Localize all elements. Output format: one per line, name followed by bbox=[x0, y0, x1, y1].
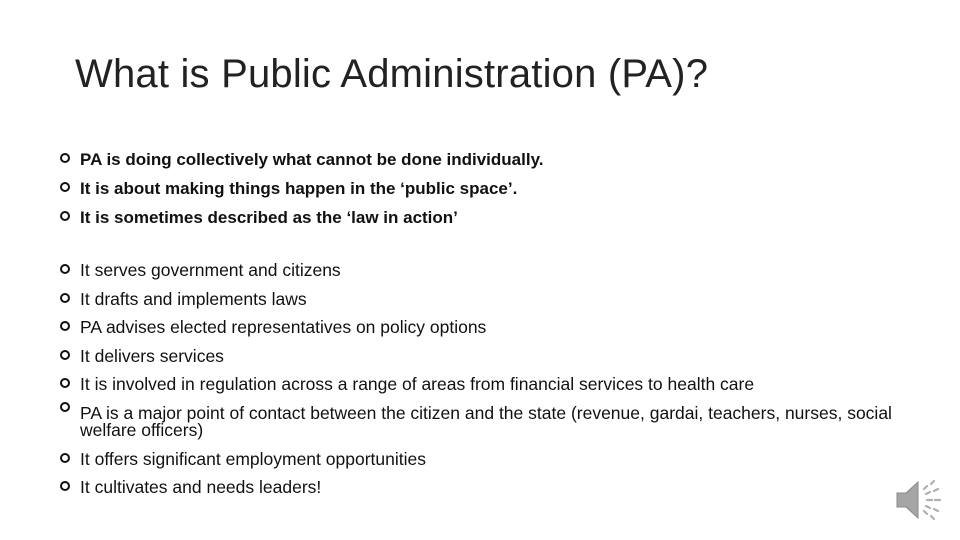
detail-point bbox=[58, 256, 918, 285]
ring-bullet-icon bbox=[60, 378, 70, 388]
key-point-text: It is about making things happen in the ‘public space’. bbox=[80, 179, 518, 198]
detail-point-text: It is involved in regulation across a range of areas from financial services to health care bbox=[80, 374, 755, 394]
key-point-text: It is sometimes described as the ‘law in action’ bbox=[80, 208, 458, 227]
ring-bullet-icon bbox=[60, 350, 70, 360]
detail-point bbox=[58, 370, 918, 399]
ring-bullet-icon bbox=[60, 402, 70, 412]
ring-bullet-icon bbox=[60, 453, 70, 463]
detail-point-text: It cultivates and needs leaders! bbox=[80, 477, 322, 497]
key-point bbox=[58, 174, 918, 203]
speaker-icon bbox=[893, 475, 943, 525]
key-point bbox=[58, 203, 918, 232]
detail-point-text: It drafts and implements laws bbox=[80, 288, 307, 309]
detail-point bbox=[58, 313, 918, 342]
ring-bullet-icon bbox=[60, 211, 70, 221]
detail-point-text: PA advises elected representatives on policy options bbox=[80, 317, 487, 337]
key-points-list bbox=[58, 145, 918, 232]
detail-point bbox=[58, 342, 918, 371]
detail-point bbox=[58, 399, 918, 445]
ring-bullet-icon bbox=[60, 182, 70, 192]
ring-bullet-icon bbox=[60, 264, 70, 274]
detail-points-list bbox=[58, 256, 918, 502]
ring-bullet-icon bbox=[60, 293, 70, 303]
detail-point-text: It serves government and citizens bbox=[80, 260, 341, 280]
detail-point bbox=[58, 473, 918, 502]
detail-point-text: It offers significant employment opportunities bbox=[80, 448, 426, 469]
detail-point-text: It delivers services bbox=[80, 345, 224, 366]
ring-bullet-icon bbox=[60, 321, 70, 331]
key-point bbox=[58, 145, 918, 174]
key-point-text: PA is doing collectively what cannot be done individually. bbox=[80, 150, 544, 169]
detail-point-text: PA is a major point of contact between the citizen and the state (revenue, gardai, teachers, nurses, social welfare officers) bbox=[80, 402, 892, 440]
detail-point bbox=[58, 445, 918, 474]
audio-speaker-button[interactable] bbox=[893, 475, 943, 525]
ring-bullet-icon bbox=[60, 153, 70, 163]
detail-point bbox=[58, 285, 918, 314]
slide-title: What is Public Administration (PA)? bbox=[75, 52, 709, 96]
ring-bullet-icon bbox=[60, 481, 70, 491]
